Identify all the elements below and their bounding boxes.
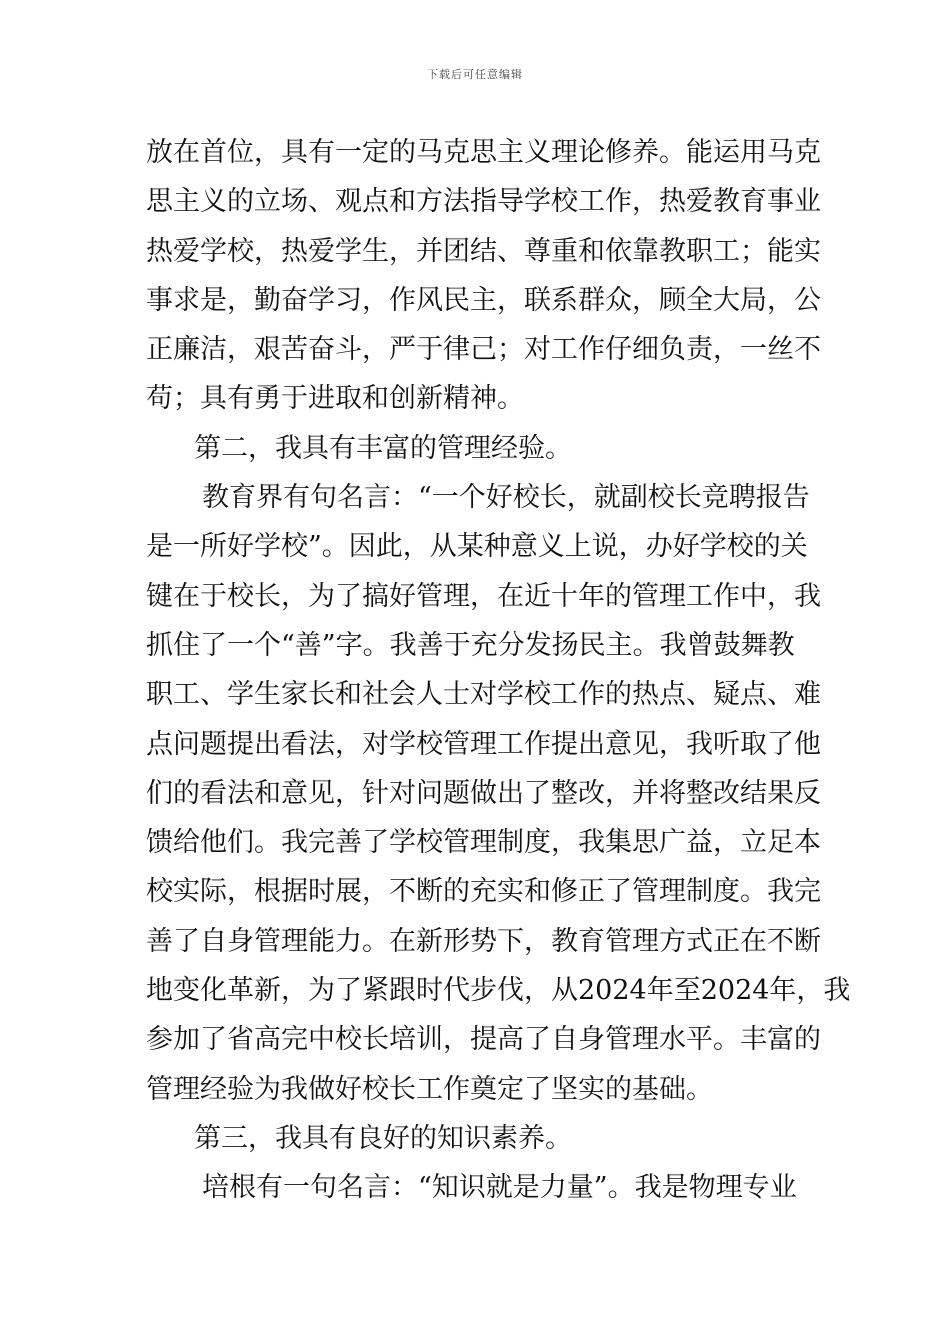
text-line: 思主义的立场、观点和方法指导学校工作，热爱教育事业 bbox=[146, 186, 821, 218]
text-line: 是一所好学校”。因此，从某种意义上说，办好学校的关 bbox=[146, 531, 808, 563]
text-line: 抓住了一个“善”字。我善于充分发扬民主。我曾鼓舞教 bbox=[146, 629, 795, 661]
text-line: 善了自身管理能力。在新形势下，教育管理方式正在不断 bbox=[146, 925, 821, 957]
document-body bbox=[146, 128, 851, 1213]
page-header: 下载后可任意编辑 bbox=[427, 68, 523, 81]
text-line: 苟；具有勇于进取和创新精神。 bbox=[146, 383, 524, 415]
text-line: 事求是，勤奋学习，作风民主，联系群众，顾全大局，公 bbox=[146, 284, 821, 316]
text-line: 点问题提出看法，对学校管理工作提出意见，我听取了他 bbox=[146, 728, 821, 760]
text-line: 管理经验为我做好校长工作奠定了坚实的基础。 bbox=[146, 1073, 713, 1105]
text-line: 参加了省高完中校长培训，提高了自身管理水平。丰富的 bbox=[146, 1024, 821, 1056]
text-line: 热爱学校，热爱学生，并团结、尊重和依靠教职工；能实 bbox=[146, 235, 821, 267]
text-line: 们的看法和意见，针对问题做出了整改，并将整改结果反 bbox=[146, 777, 821, 809]
text-line: 培根有一句名言：“知识就是力量”。我是物理专业 bbox=[202, 1172, 797, 1204]
text-line: 键在于校长，为了搞好管理，在近十年的管理工作中，我 bbox=[146, 580, 821, 612]
text-line: 馈给他们。我完善了学校管理制度，我集思广益，立足本 bbox=[146, 827, 821, 859]
text-line: 地变化革新，为了紧跟时代步伐，从2024年至2024年，我 bbox=[146, 975, 851, 1007]
section-heading: 第二，我具有丰富的管理经验。 bbox=[194, 432, 572, 464]
text-line: 正廉洁，艰苦奋斗，严于律己；对工作仔细负责，一丝不 bbox=[146, 334, 821, 366]
text-line: 教育界有句名言：“一个好校长，就副校长竞聘报告 bbox=[202, 482, 810, 514]
section-heading: 第三，我具有良好的知识素养。 bbox=[194, 1122, 572, 1154]
text-line: 校实际，根据时展，不断的充实和修正了管理制度。我完 bbox=[146, 876, 821, 908]
text-line: 放在首位，具有一定的马克思主义理论修养。能运用马克 bbox=[146, 137, 821, 168]
text-line: 职工、学生家长和社会人士对学校工作的热点、疑点、难 bbox=[146, 679, 821, 711]
